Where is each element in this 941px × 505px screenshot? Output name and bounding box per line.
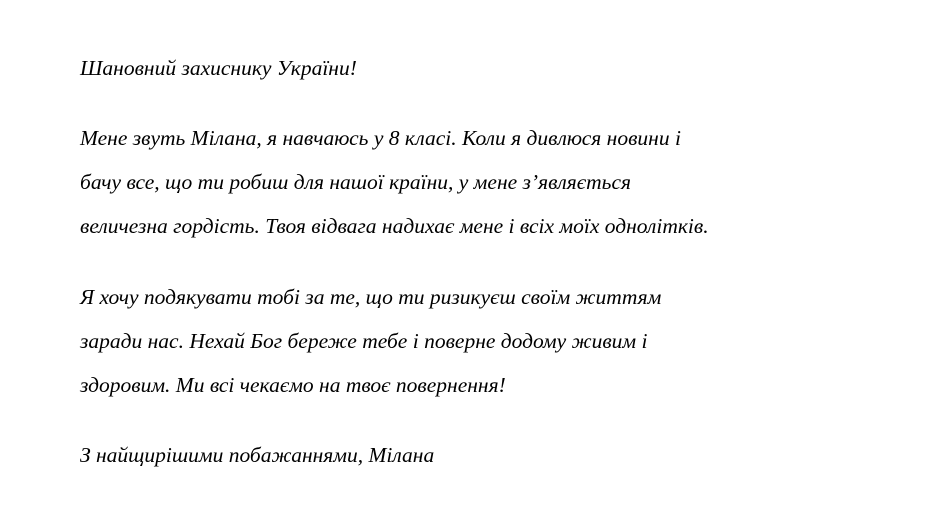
paragraph-1-line-2: бачу все, що ти робиш для нашої країни, у мене з’являється xyxy=(80,170,632,194)
letter-closing-signature: З найщирішими побажаннями, Мілана xyxy=(80,443,435,467)
paragraph-2-line-1: Я хочу подякувати тобі за те, що ти ризикуєш своїм життям xyxy=(80,285,662,309)
paragraph-2-line-2: заради нас. Нехай Бог береже тебе і поверне додому живим і xyxy=(80,329,648,353)
letter-greeting: Шановний захиснику України! xyxy=(80,56,357,80)
paragraph-1-line-1: Мене звуть Мілана, я навчаюсь у 8 класі. Коли я дивлюся новини і xyxy=(80,126,681,150)
paragraph-1-line-3: величезна гордість. Твоя відвага надихає мене і всіх моїх однолітків. xyxy=(80,214,709,238)
paragraph-2-line-3: здоровим. Ми всі чекаємо на твоє повернення! xyxy=(80,373,506,397)
